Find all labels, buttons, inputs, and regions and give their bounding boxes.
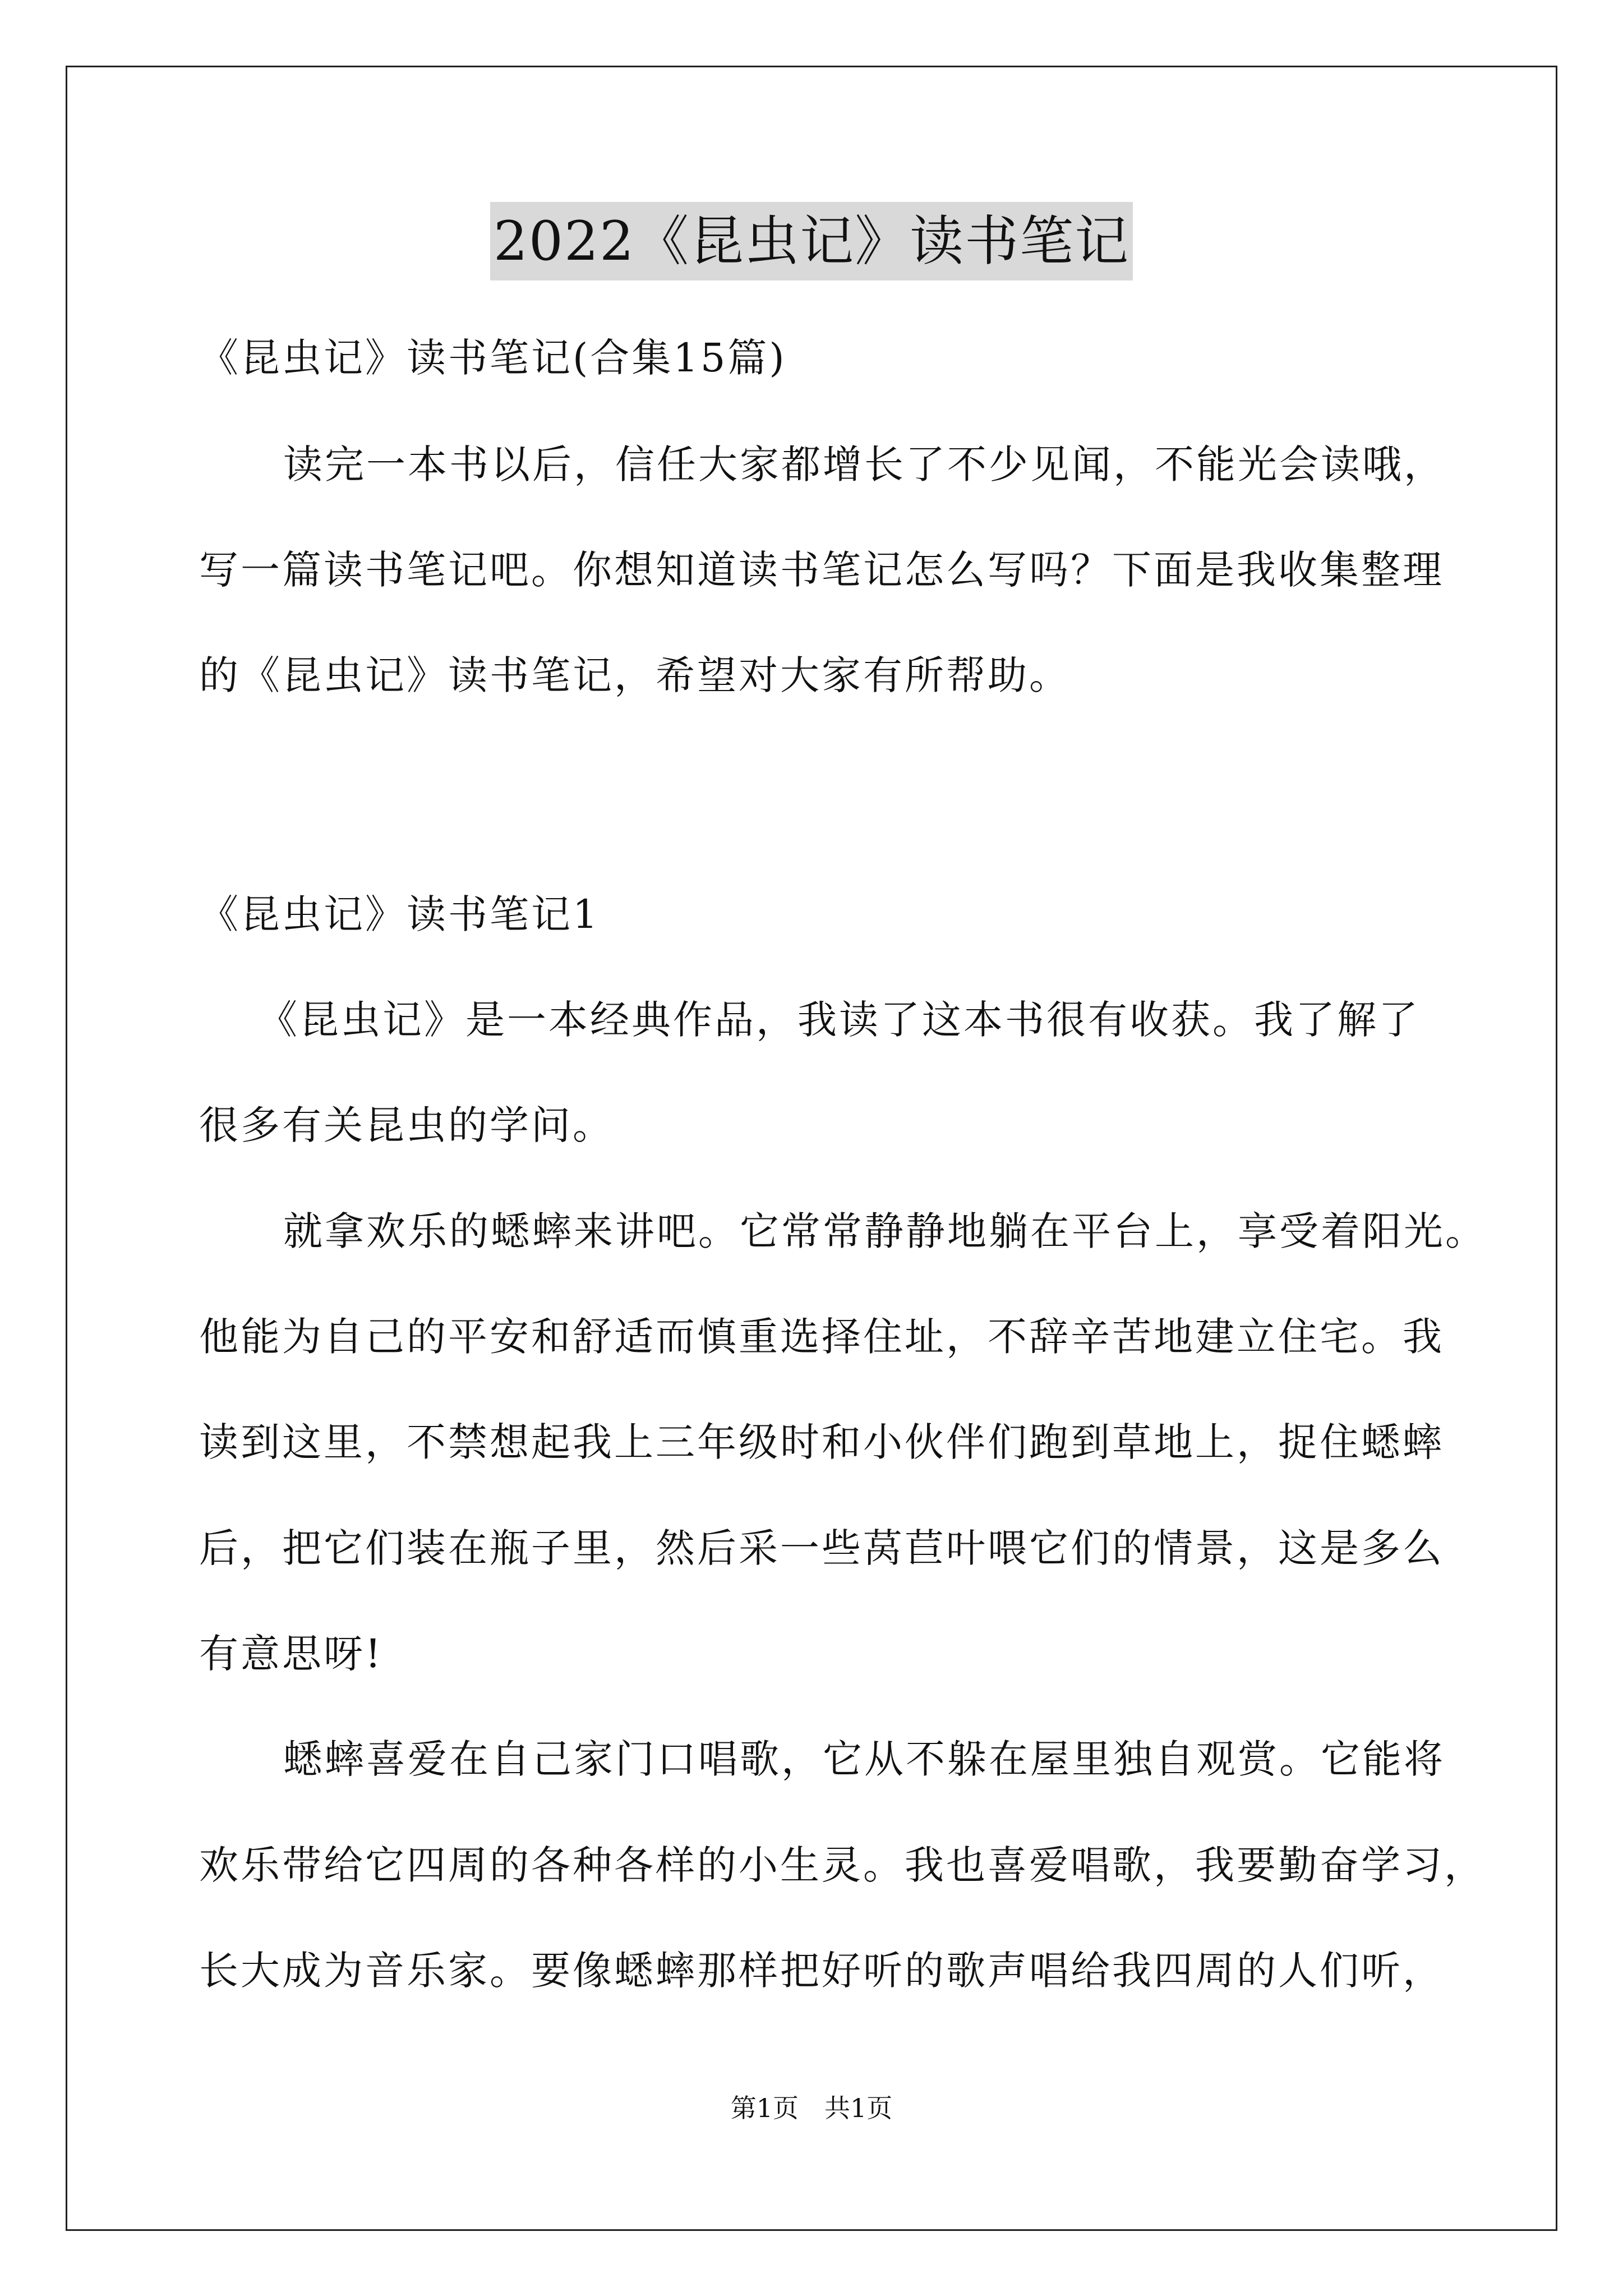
document-title: 2022《昆虫记》读书笔记 (490, 202, 1133, 280)
body-paragraph-line: 蟋蟀喜爱在自己家门口唱歌，它从不躲在屋里独自观赏。它能将 (283, 1736, 1445, 1782)
body-paragraph-line: 他能为自己的平安和舒适而慎重选择住址，不辞辛苦地建立住宅。我 (199, 1314, 1444, 1360)
intro-paragraph-line: 写一篇读书笔记吧。你想知道读书笔记怎么写吗？下面是我收集整理 (199, 547, 1444, 593)
intro-paragraph-line: 的《昆虫记》读书笔记，希望对大家有所帮助。 (199, 652, 1071, 698)
body-paragraph-line: 就拿欢乐的蟋蟀来讲吧。它常常静静地躺在平台上，享受着阳光。 (283, 1208, 1487, 1254)
body-paragraph-line: 长大成为音乐家。要像蟋蟀那样把好听的歌声唱给我四周的人们听， (199, 1948, 1444, 1994)
body-paragraph-line: 读到这里，不禁想起我上三年级时和小伙伴们跑到草地上，捉住蟋蟀 (199, 1419, 1444, 1465)
section-heading: 《昆虫记》读书笔记1 (199, 891, 600, 937)
title-wrap (0, 202, 1623, 280)
intro-paragraph-line: 读完一本书以后，信任大家都增长了不少见闻，不能光会读哦， (283, 441, 1445, 487)
body-paragraph-line: 欢乐带给它四周的各种各样的小生灵。我也喜爱唱歌，我要勤奋学习， (199, 1842, 1486, 1888)
document-subtitle: 《昆虫记》读书笔记(合集15篇) (199, 335, 787, 381)
body-paragraph-line: 后，把它们装在瓶子里，然后采一些莴苣叶喂它们的情景，这是多么 (199, 1525, 1444, 1571)
body-paragraph-line: 《昆虫记》是一本经典作品，我读了这本书很有收获。我了解了 (258, 997, 1420, 1043)
body-paragraph-line: 很多有关昆虫的学问。 (199, 1102, 614, 1148)
page-footer: 第1页 共1页 (730, 2093, 893, 2123)
body-paragraph-line: 有意思呀! (199, 1631, 384, 1677)
